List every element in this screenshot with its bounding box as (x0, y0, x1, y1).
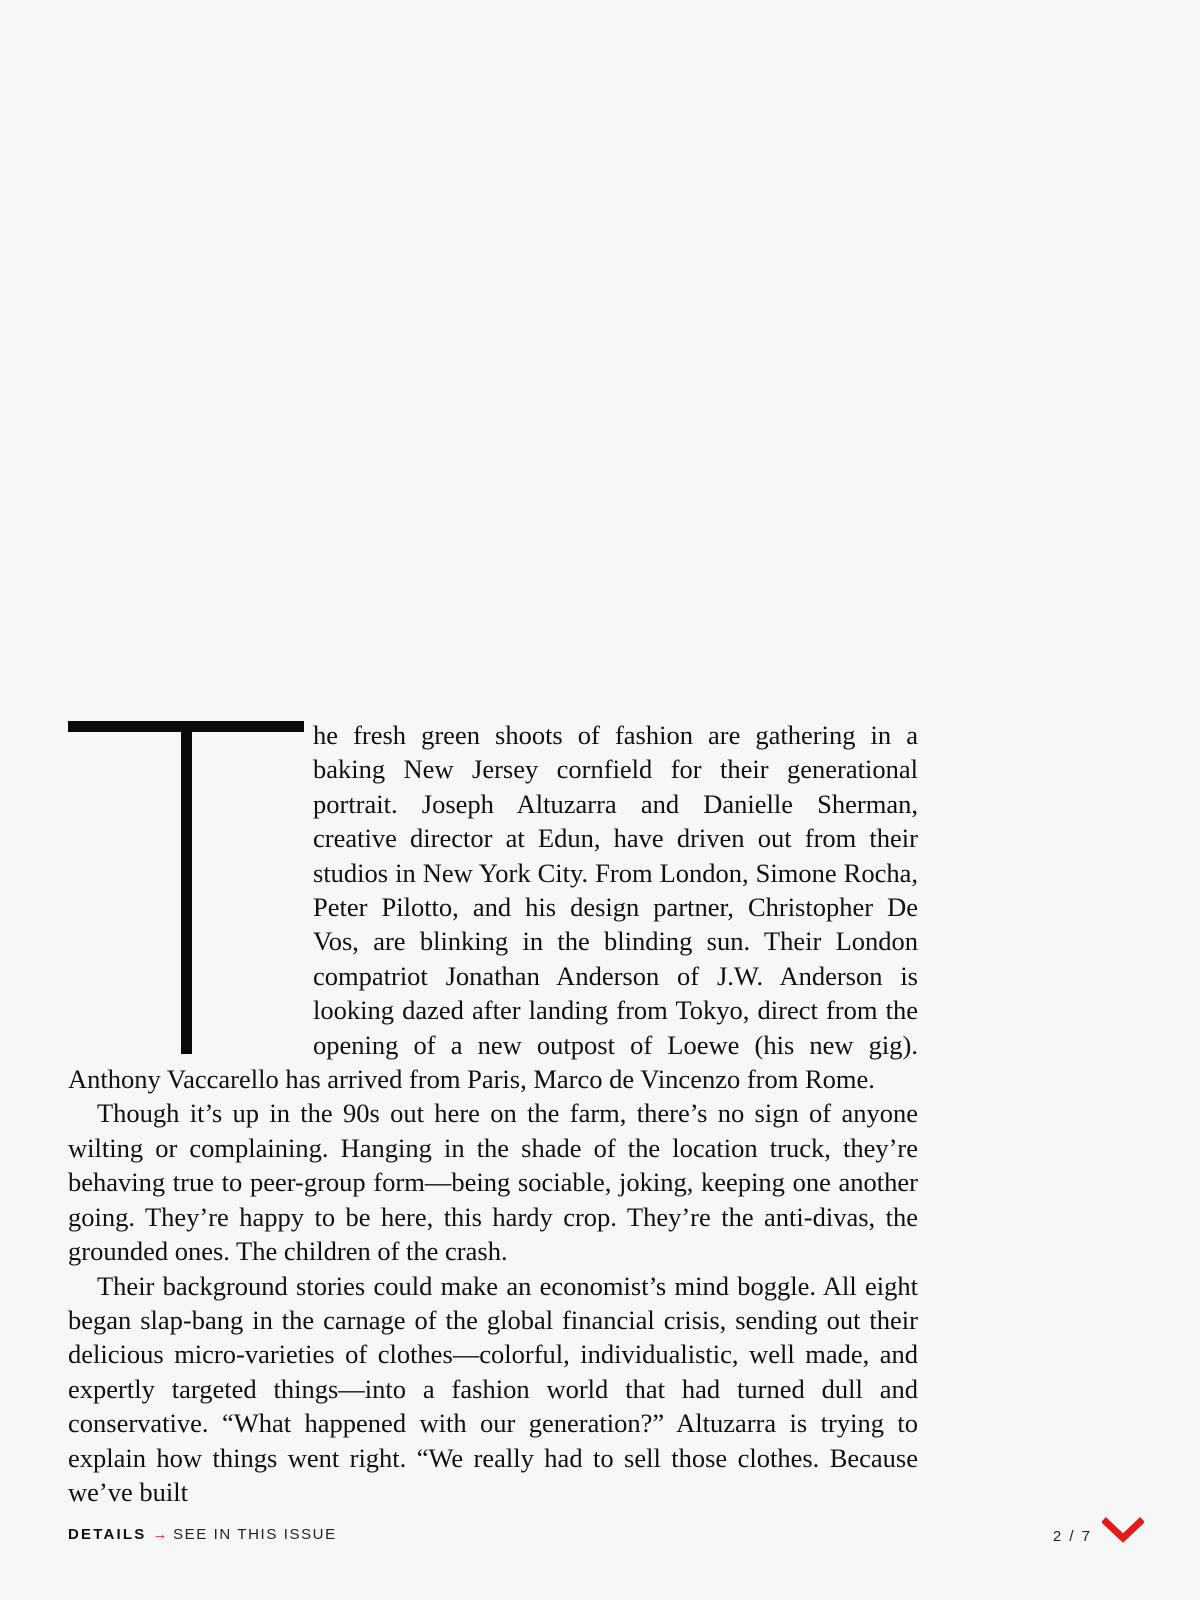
arrow-right-icon: → (152, 1526, 170, 1543)
chevron-down-icon[interactable] (1102, 1516, 1144, 1546)
details-link[interactable] (68, 1526, 337, 1543)
page-indicator: 2 / 7 (1052, 1527, 1092, 1545)
drop-cap-stem (181, 721, 192, 1054)
details-label: DETAILS (68, 1526, 147, 1543)
article-paragraph: Though it’s up in the 90s out here on the farm, there’s no sign of anyone wilting or complaining. Hanging in the shade of the location truck, they’re behaving true to peer-group form—being sociable, joking, keeping one another going. They’re happy to be here, this hardy crop. They’re the anti-divas, the grounded ones. The children of the crash. (68, 1098, 918, 1267)
article-paragraph: Their background stories could make an economist’s mind boggle. All eight began slap-bang in the carnage of the global financial crisis, sending out their delicious micro-varieties of clothes—colorful, individualistic, well made, and expertly targeted things—into a fashion world that had turned dull and conservative. “What happened with our generation?” Altuzarra is trying to explain how things went right. “We really had to sell those clothes. Because we’ve built (68, 1270, 918, 1507)
drop-cap (68, 721, 313, 1058)
pagination (1053, 1516, 1144, 1546)
article-paragraph-text: he fresh green shoots of fashion are gathering in a baking New Jersey cornfield for their generational portrait. Joseph Altuzarra and Danielle Sherman, creative director at Edun, have driven out from their studios in New York City. From London, Simone Rocha, Peter Pilotto, and his design partner, Christopher De Vos, are blinking in the blinding sun. Their London compatriot Jonathan Anderson of J.W. Anderson is looking dazed after landing from Tokyo, direct from the opening of a new outpost of Loewe (his new gig). Anthony Vaccarello has arrived from Paris, Marco de Vincenzo from Rome. (68, 720, 918, 1095)
article-body (68, 718, 918, 1509)
article-paragraph (68, 718, 918, 1096)
see-in-issue-label: SEE IN THIS ISSUE (173, 1526, 337, 1543)
